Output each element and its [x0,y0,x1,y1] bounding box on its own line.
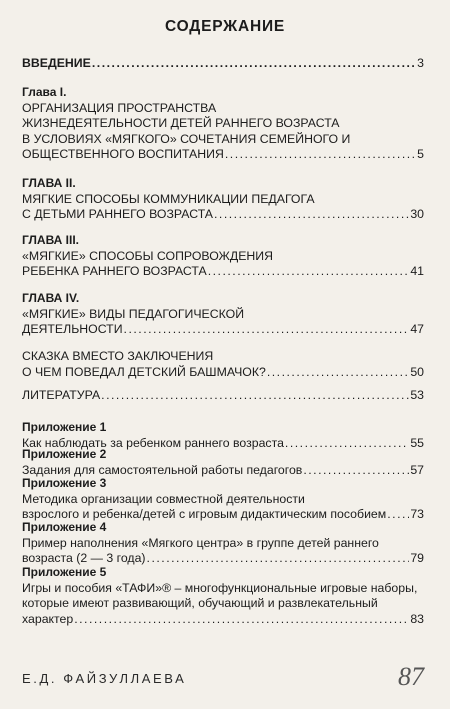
toc-appendix-heading: Приложение 2 [22,447,107,461]
toc-entry-line [22,612,424,628]
toc-entry-label: РЕБЕНКА РАННЕГО ВОЗРАСТА [22,264,207,278]
toc-entry-line: Пример наполнения «Мягкого центра» в группе детей раннего [22,535,379,550]
toc-entry-label: возраста (2 — 3 года) [22,551,146,565]
toc-entry-chapter-4 [22,291,424,338]
toc-entry-appendix-4 [22,520,424,567]
footer-page-number: 87 [398,662,424,691]
toc-entry-label: ВВЕДЕНИЕ [22,56,91,70]
toc-entry-label: С ДЕТЬМИ РАННЕГО ВОЗРАСТА [22,207,214,221]
toc-entry-line: В УСЛОВИЯХ «МЯГКОГО» СОЧЕТАНИЯ СЕМЕЙНОГО И [22,131,351,146]
toc-leader-dots [92,56,416,72]
toc-entry-line: МЯГКИЕ СПОСОБЫ КОММУНИКАЦИИ ПЕДАГОГА [22,191,315,206]
toc-entry-label: ОБЩЕСТВЕННОГО ВОСПИТАНИЯ [22,147,224,161]
toc-leader-dots [124,322,410,338]
toc-leader-dots [74,612,409,628]
toc-appendix-heading: Приложение 1 [22,420,107,434]
toc-appendix-heading: Приложение 4 [22,520,107,534]
toc-entry-label: ДЕЯТЕЛЬНОСТИ [22,322,123,336]
toc-entry-label: Как наблюдать за ребенком раннего возраста [22,435,284,450]
toc-page-number: 73 [410,507,424,521]
toc-appendix-heading: Приложение 3 [22,476,107,490]
toc-chapter-heading: Глава I. [22,85,67,99]
toc-entry-line: СКАЗКА ВМЕСТО ЗАКЛЮЧЕНИЯ [22,349,214,363]
toc-page-number: 50 [410,364,424,379]
toc-entry-label: ЛИТЕРАТУРА [22,388,101,402]
toc-entry-label: О ЧЕМ ПОВЕДАЛ ДЕТСКИЙ БАШМАЧОК? [22,364,266,379]
toc-entry-label: взрослого и ребенка/детей с игровым дидактическим пособием [22,507,387,521]
toc-chapter-heading: ГЛАВА III. [22,233,79,247]
toc-entry-line [22,388,424,404]
footer-author: Е.Д. ФАЙЗУЛЛАЕВА [22,671,187,686]
toc-leader-dots [267,365,409,381]
toc-page-number: 5 [417,147,424,161]
toc-entry-line [22,322,424,338]
toc-entry-line: которые имеют развивающий, обучающий и развлекательный [22,596,378,610]
toc-page-number: 30 [410,207,424,221]
toc-entry-literature [22,388,424,404]
toc-page-number: 41 [410,264,424,278]
toc-entry-line [22,207,424,223]
toc-leader-dots [208,264,410,280]
toc-entry-intro [22,56,424,72]
toc-entry-line: «МЯГКИЕ» СПОСОБЫ СОПРОВОЖДЕНИЯ [22,248,273,263]
toc-page-number: 47 [410,322,424,336]
toc-entry-line [22,264,424,280]
toc-leader-dots [101,388,409,404]
toc-entry-line [22,365,424,381]
toc-entry-appendix-3 [22,476,424,523]
toc-entry-line: ЖИЗНЕДЕЯТЕЛЬНОСТИ ДЕТЕЙ РАННЕГО ВОЗРАСТА [22,116,340,130]
toc-entry-line: Методика организации совместной деятельности [22,491,305,506]
toc-leader-dots [225,147,416,163]
toc-entry-chapter-3 [22,233,424,280]
toc-entry-chapter-1 [22,85,424,163]
toc-entry-line: «МЯГКИЕ» ВИДЫ ПЕДАГОГИЧЕСКОЙ [22,306,245,321]
toc-page-number: 57 [410,462,424,477]
toc-page-number: 53 [410,388,424,402]
toc-entry-line: Игры и пособия «ТАФИ»® – многофункциональные игровые наборы, [22,580,418,595]
toc-page-number: 55 [410,435,424,450]
toc-entry-line [22,147,424,163]
toc-leader-dots [214,207,409,223]
toc-entry-label: Задания для самостоятельной работы педагогов [22,462,303,477]
toc-page-number: 79 [410,551,424,565]
toc-entry-appendix-2 [22,447,424,478]
toc-chapter-heading: ГЛАВА IV. [22,291,80,305]
toc-entry-label: характер [22,611,74,626]
toc-entry-chapter-2 [22,176,424,223]
toc-appendix-heading: Приложение 5 [22,565,107,579]
toc-page-number: 83 [410,611,424,626]
toc-chapter-heading: ГЛАВА II. [22,176,76,190]
toc-entry-line: ОРГАНИЗАЦИЯ ПРОСТРАНСТВА [22,100,217,115]
page-title: СОДЕРЖАНИЕ [164,18,286,35]
toc-entry-tale [22,349,424,380]
toc-entry-line [22,56,424,72]
toc-entry-appendix-5 [22,565,424,627]
toc-page-number: 3 [417,56,424,70]
